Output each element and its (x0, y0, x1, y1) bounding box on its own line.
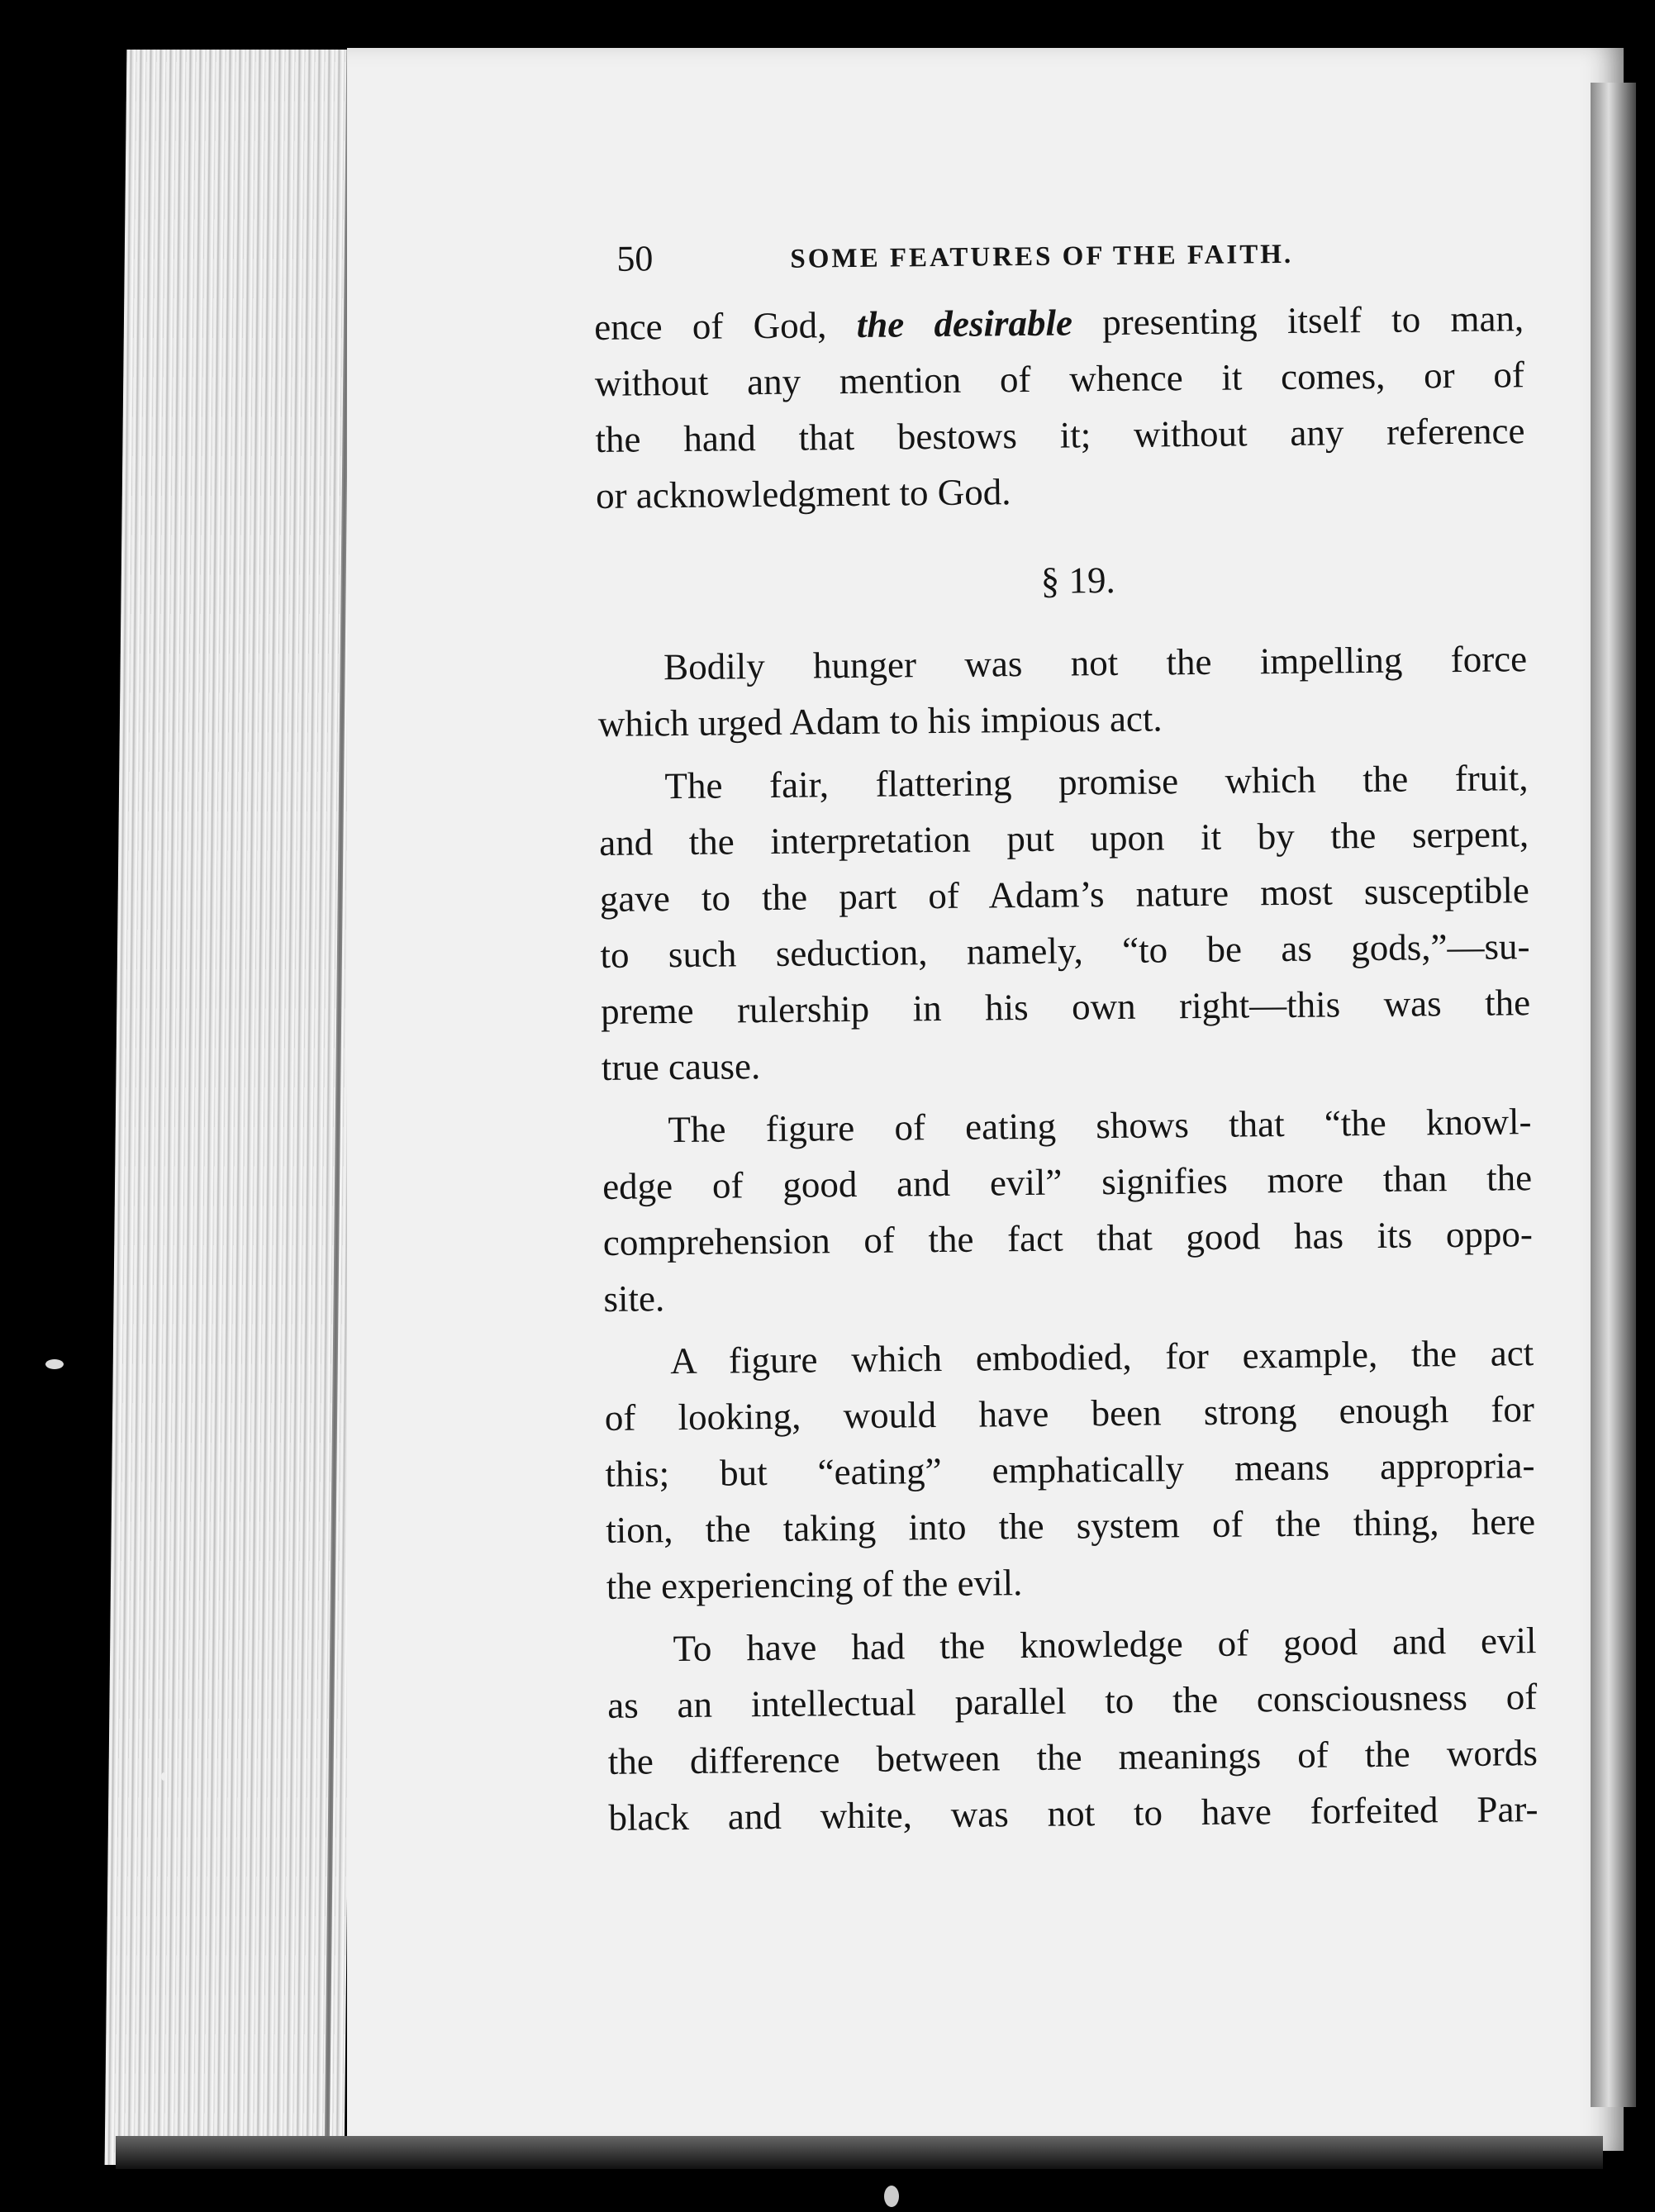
text-line: tion, the taking into the system of the thing, here (605, 1501, 1536, 1551)
text-line: which urged Adam to his impious act. (597, 697, 1163, 744)
text-line: the difference between the meanings of the words (607, 1732, 1538, 1782)
emphasis-text: the desirable (856, 302, 1073, 345)
paragraph (598, 749, 1531, 1096)
scan-speck (884, 2186, 899, 2207)
text-line: site. (603, 1277, 665, 1320)
text-line: to such seduction, namely, “to be as gods,”—su- (600, 925, 1530, 976)
running-head (593, 214, 1524, 299)
page-bottom-shadow (116, 2136, 1603, 2169)
paragraph (606, 1612, 1538, 1846)
text-line: the experiencing of the evil. (606, 1562, 1023, 1607)
text-line: or acknowledgment to God. (595, 471, 1011, 516)
paragraph (602, 1093, 1534, 1327)
text-line: as an intellectual parallel to the consciousness of (606, 1676, 1538, 1726)
scan-speck (45, 1359, 64, 1369)
opening-paragraph (594, 290, 1526, 524)
text-line: A figure which embodied, for example, the act (669, 1332, 1534, 1382)
paragraph (604, 1325, 1536, 1615)
text-line: true cause. (601, 1045, 761, 1088)
text-line: preme rulership in his own right—this was the (600, 982, 1531, 1032)
text-line: To have had the knowledge of good and evil (673, 1620, 1537, 1670)
text-line: Bodily hunger was not the impelling force (663, 638, 1528, 688)
text-line: comprehension of the fact that good has its oppo- (602, 1213, 1534, 1263)
page-text (593, 214, 1538, 1846)
page-edges (105, 50, 367, 2165)
section-heading: § 19. (1040, 559, 1115, 602)
text-line: gave to the part of Adam’s nature most susceptible (599, 869, 1530, 920)
page-number: 50 (616, 238, 654, 279)
page-gutter (1591, 83, 1636, 2107)
paragraph (597, 630, 1528, 752)
text-line: of looking, would have been strong enough for (604, 1388, 1535, 1439)
text-line: ence of God, the desirable presenting itself to man, (593, 297, 1524, 348)
text-line: The fair, flattering promise which the fruit, (664, 757, 1529, 807)
scan-speck (161, 1772, 166, 1781)
text-line: without any mention of whence it comes, or of (594, 354, 1525, 404)
text-line: black and white, was not to have forfeited Par- (608, 1788, 1538, 1839)
text-line: the hand that bestows it; without any reference (595, 410, 1525, 460)
running-head-title: SOME FEATURES OF THE FAITH. (790, 239, 1294, 274)
text-line: this; but “eating” emphatically means appropria- (605, 1444, 1535, 1495)
text-line: edge of good and evil” signifies more than the (602, 1157, 1533, 1207)
text-line: and the interpretation put upon it by the serpent, (598, 813, 1529, 863)
text-line: The figure of eating shows that “the knowl- (668, 1101, 1532, 1151)
